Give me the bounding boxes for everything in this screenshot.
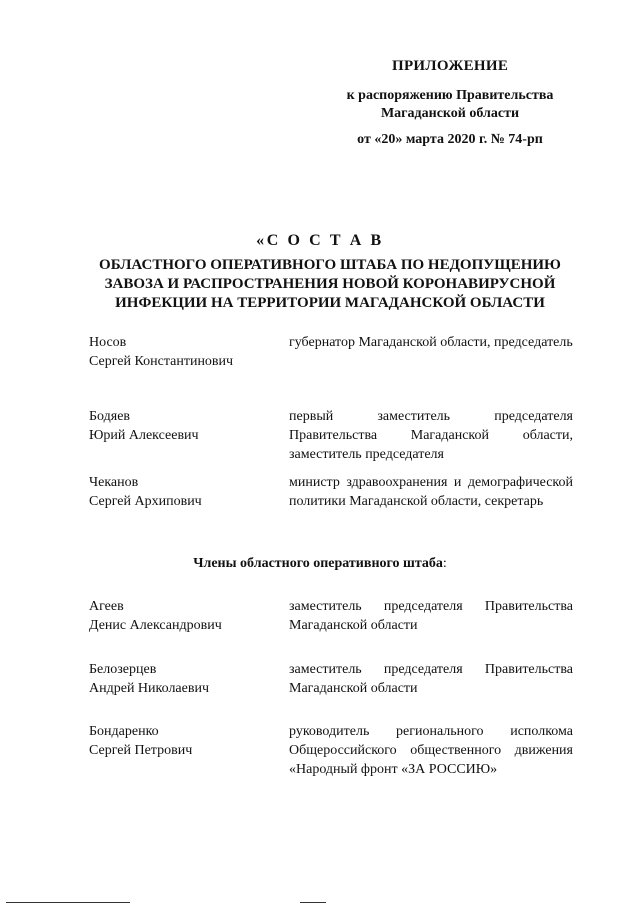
person-name (89, 407, 199, 445)
document-title: «С О С Т А В (256, 232, 384, 249)
region-name: Магаданской области (380, 106, 520, 121)
subtitle-line: ЗАВОЗА И РАСПРОСТРАНЕНИЯ НОВОЙ КОРОНАВИРУСНОЙ (104, 276, 556, 292)
members-heading-text: Члены областного оперативного штаба (193, 556, 443, 571)
person-role: министр здравоохранения и демографической политики Магаданской области, секретарь (289, 475, 573, 509)
person-name (89, 333, 233, 371)
subtitle-line: ОБЛАСТНОГО ОПЕРАТИВНОГО ШТАБА ПО НЕДОПУЩЕНИЮ (99, 257, 561, 273)
subtitle-line: ИНФЕКЦИИ НА ТЕРРИТОРИИ МАГАДАНСКОЙ ОБЛАСТИ (115, 295, 545, 311)
person-role: первый заместитель председателя Правительства Магаданской области, заместитель председателя (289, 409, 573, 462)
given-names: Денис Александрович (89, 618, 222, 633)
surname: Агеев (89, 599, 124, 614)
order-date-number: от «20» марта 2020 г. № 74-рп (357, 132, 543, 147)
footer-rule (300, 902, 326, 903)
surname: Носов (89, 335, 127, 350)
person-role: руководитель регионального исполкома Общероссийского общественного движения «Народный фронт «ЗА РОССИЮ» (289, 724, 573, 777)
person-name (89, 722, 192, 760)
members-heading-colon: : (442, 556, 447, 571)
order-reference: к распоряжению Правительства (346, 88, 554, 103)
appendix-title: ПРИЛОЖЕНИЕ (392, 58, 509, 74)
person-name (89, 660, 209, 698)
person-name (89, 597, 222, 635)
given-names: Сергей Архипович (89, 494, 202, 509)
person-name (89, 473, 202, 511)
person-role: губернатор Магаданской области, председатель (289, 335, 573, 350)
surname: Бондаренко (89, 724, 159, 739)
person-role: заместитель председателя Правительства Магаданской области (289, 662, 573, 696)
surname: Бодяев (89, 409, 131, 424)
given-names: Сергей Константинович (89, 354, 234, 369)
given-names: Андрей Николаевич (89, 681, 209, 696)
person-role: заместитель председателя Правительства Магаданской области (289, 599, 573, 633)
given-names: Юрий Алексеевич (89, 428, 199, 443)
surname: Чеканов (89, 475, 139, 490)
given-names: Сергей Петрович (89, 743, 193, 758)
surname: Белозерцев (89, 662, 157, 677)
document-subtitle (70, 256, 590, 313)
members-heading (0, 556, 640, 572)
footer-rule (6, 902, 130, 903)
